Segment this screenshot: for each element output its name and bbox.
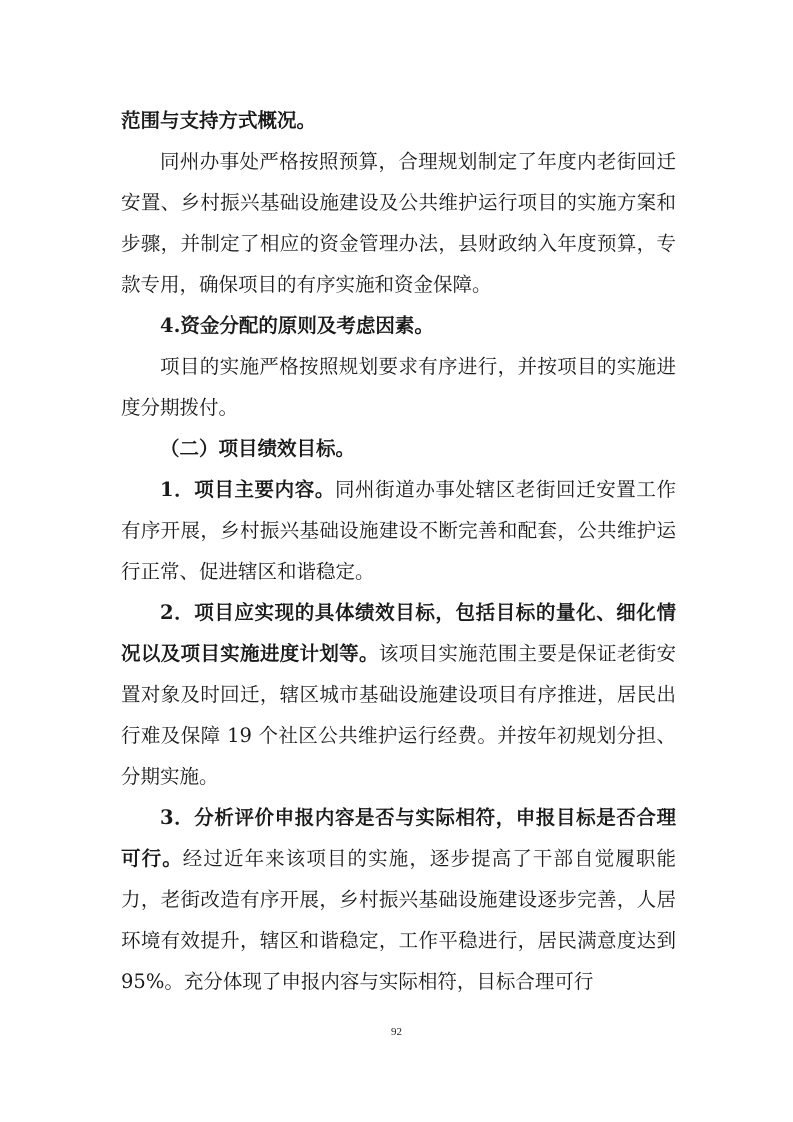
paragraph-lead: 3．分析评价申报内容是否与实际相符，申报目标是否合理可行。 [121, 806, 676, 870]
document-body [121, 100, 676, 1002]
paragraph-evaluation [121, 797, 676, 1002]
paragraph-text: 项目的实施严格按照规划要求有序进行，并按项目的实施进度分期拨付。 [121, 355, 676, 419]
heading-allocation-principles [121, 305, 676, 346]
paragraph-lead: 1．项目主要内容。 [160, 478, 335, 501]
page-number: 92 [391, 1026, 402, 1038]
paragraph-allocation-text [121, 346, 676, 428]
paragraph-budget-plan [121, 141, 676, 305]
paragraph-lead: 4.资金分配的原则及考虑因素。 [160, 314, 434, 337]
paragraph-lead: （二）项目绩效目标。 [160, 437, 356, 460]
heading-performance-goals [121, 428, 676, 469]
paragraph-text: 经过近年来该项目的实施，逐步提高了干部自觉履职能力，老街改造有序开展，乡村振兴基础设施建设逐步完善，人居环境有效提升，辖区和谐稳定，工作平稳进行，居民满意度达到 95%。充分体现了申报内容与实际相符，目标合理可行 [121, 847, 676, 993]
paragraph-text: 同州街道办事处辖区老街回迁安置工作有序开展，乡村振兴基础设施建设不断完善和配套，公共维护运行正常、促进辖区和谐稳定。 [121, 478, 676, 583]
paragraph-text: 同州办事处严格按照预算，合理规划制定了年度内老街回迁安置、乡村振兴基础设施建设及公共维护运行项目的实施方案和步骤，并制定了相应的资金管理办法，县财政纳入年度预算，专款专用，确保项目的有序实施和资金保障。 [121, 150, 676, 296]
paragraph-lead: 范围与支持方式概况。 [121, 109, 317, 132]
paragraph-specific-goals [121, 592, 676, 797]
paragraph-lead: 2．项目应实现的具体绩效目标，包括目标的量化、细化情况以及项目实施进度计划等。 [121, 601, 676, 665]
paragraph-main-content [121, 469, 676, 592]
paragraph-funding-scope [121, 100, 676, 141]
paragraph-text: 该项目实施范围主要是保证老街安置对象及时回迁，辖区城市基础设施建设项目有序推进，居民出行难及保障 19 个社区公共维护运行经费。并按年初规划分担、分期实施。 [121, 642, 676, 788]
